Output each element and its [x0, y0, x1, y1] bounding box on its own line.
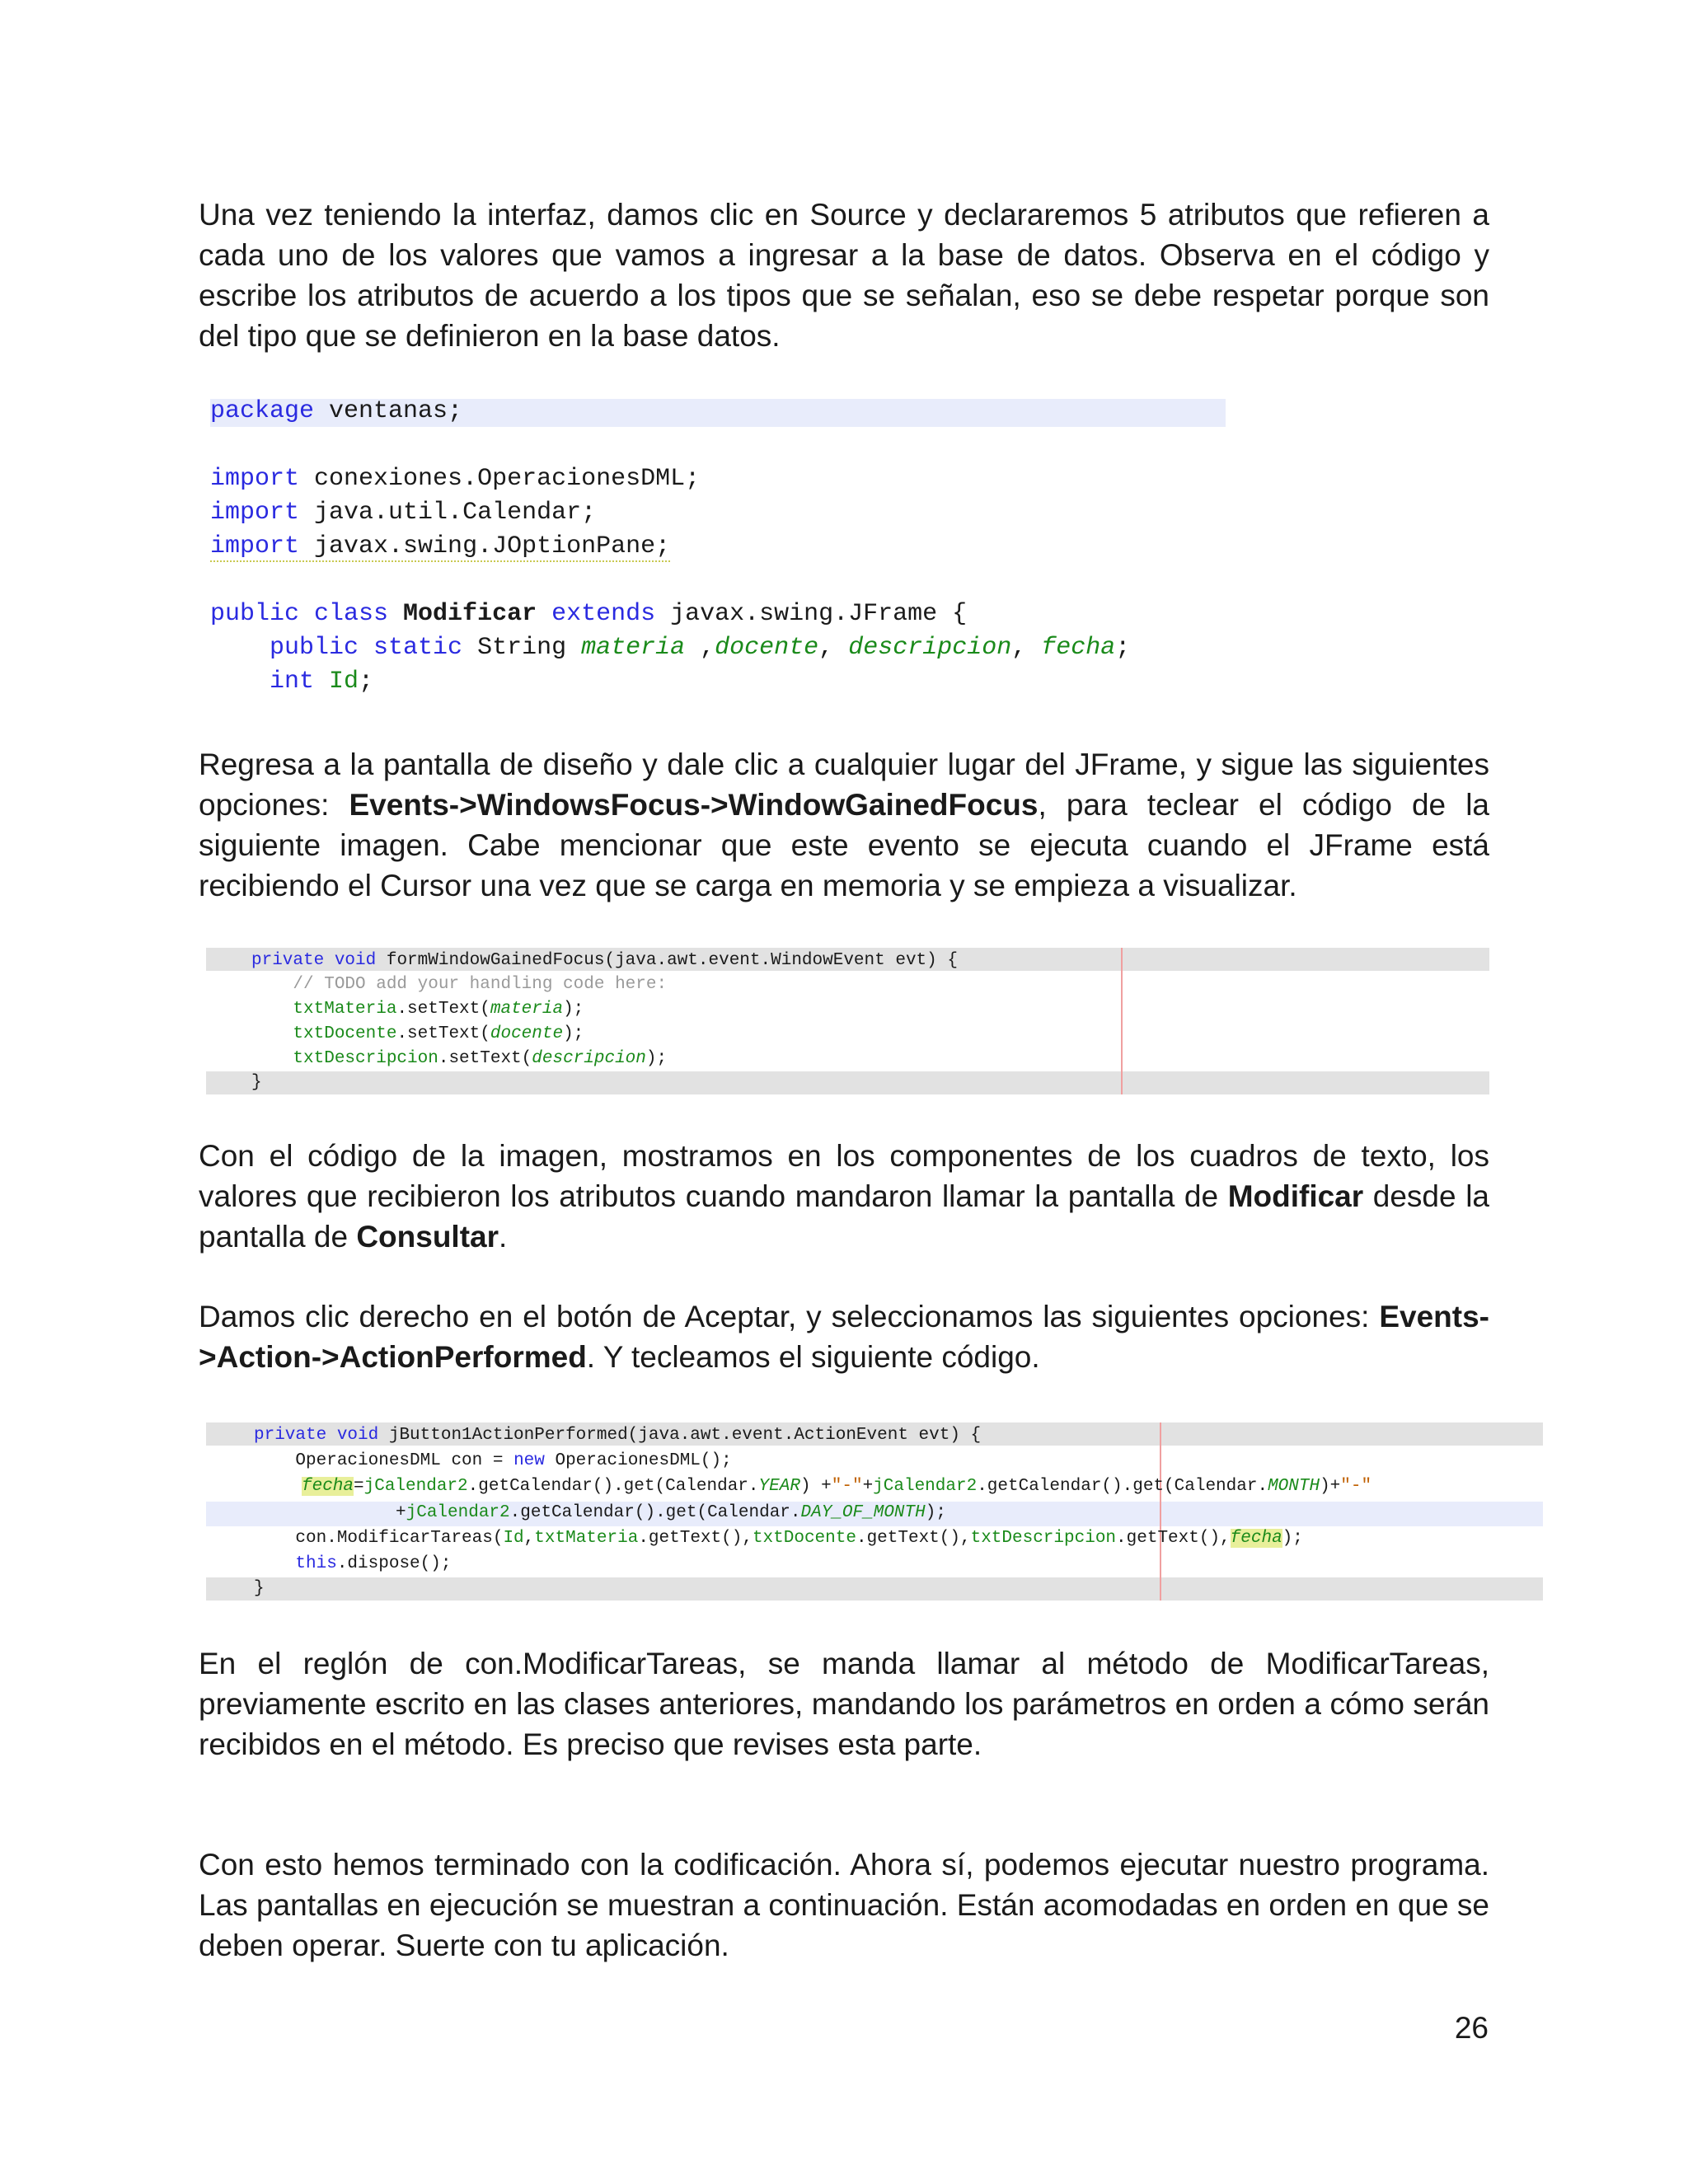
code-text: ; [359, 668, 374, 696]
code-keyword: import [210, 532, 300, 560]
code-keyword: public static [210, 634, 463, 662]
code-keyword: int [210, 668, 315, 696]
code-text: .dispose(); [336, 1554, 452, 1573]
code-type: String [462, 634, 582, 662]
code-text: .setText( [396, 1024, 490, 1043]
code-text: .getCalendar().get(Calendar. [467, 1477, 759, 1496]
code-field: docente [490, 1024, 564, 1043]
code-text: con.ModificarTareas( [254, 1529, 504, 1548]
intro-paragraph: Una vez teniendo la interfaz, damos clic en Source y declararemos 5 atributos que refieren a cada uno de los valores que vamos a ingresar a la base de datos. Observa en el código y escribe los atributos de acuerdo a los tipos que se señalan, eso se debe respetar porque son del tipo que se definieron en la base datos. [199, 198, 1489, 353]
code-text: , [1011, 634, 1042, 662]
code-text: ; [1115, 634, 1131, 662]
code-variable: txtDocente [752, 1529, 856, 1548]
code-variable: jCalendar2 [406, 1503, 510, 1522]
code-keyword: private void [251, 951, 377, 970]
code-field: fecha [1230, 1529, 1282, 1548]
code-text: = [354, 1477, 364, 1496]
code-field: fecha [1041, 634, 1116, 662]
code-constant: YEAR [758, 1477, 800, 1496]
code-variable: txtMateria [534, 1529, 639, 1548]
code-snippet-action-performed [206, 1422, 1545, 1601]
code-text: .setText( [396, 1000, 490, 1019]
code-field: materia [581, 634, 686, 662]
code-text: .getText(), [1116, 1529, 1231, 1548]
code-class-name: Modificar [388, 600, 552, 628]
code-text: + [862, 1477, 874, 1496]
method-call-paragraph: En el reglón de con.ModificarTareas, se manda llamar al método de ModificarTareas, previamente escrito en las clases anteriores, mandando los parámetros en orden a cómo serán recibidos en el método. Es preciso que revises esta parte. [199, 1647, 1489, 1761]
code-variable: jCalendar2 [873, 1477, 978, 1496]
closing-paragraph: Con esto hemos terminado con la codificación. Ahora sí, podemos ejecutar nuestro programa. Las pantallas en ejecución se muestran a continuación. Están acomodadas en orden en que se deben operar. Suerte con tu aplicación. [199, 1848, 1489, 1962]
code-field: Id [314, 668, 359, 696]
code-footer-bar [206, 1071, 1489, 1094]
code-field: materia [490, 1000, 564, 1019]
code-text: ); [1282, 1529, 1303, 1548]
code-keyword: import [210, 499, 300, 527]
code-keyword: new [513, 1451, 545, 1470]
code-variable: jCalendar2 [363, 1477, 468, 1496]
code-field: descripcion [848, 634, 1012, 662]
code-field: descripcion [532, 1049, 646, 1068]
code-field: Id [503, 1529, 524, 1548]
code-text: jButton1ActionPerformed(java.awt.event.ActionEvent evt) { [378, 1426, 982, 1445]
paragraph-text: desde la pantalla de [199, 1179, 1490, 1254]
code-variable: txtDescripcion [251, 1049, 438, 1068]
screen-name-consultar: Consultar [356, 1220, 499, 1254]
code-text: ); [645, 1049, 668, 1068]
code-text: ); [925, 1503, 946, 1522]
code-comment: // TODO add your handling code here: [251, 975, 668, 994]
code-text: + [396, 1503, 406, 1522]
code-text: .setText( [438, 1049, 532, 1068]
paragraph-text: Con el código de la imagen, mostramos en los componentes de los cuadros de texto, los valores que recibieron los atributos cuando mandaron llamar la pantalla de [199, 1139, 1489, 1213]
explanation-paragraph [199, 1136, 1489, 1257]
code-keyword: import [210, 465, 300, 493]
code-text: javax.swing.JOptionPane; [299, 532, 671, 560]
code-constant: DAY_OF_MONTH [800, 1503, 926, 1522]
code-keyword: private void [254, 1426, 379, 1445]
code-snippet-window-focus [206, 948, 1492, 1094]
code-text: formWindowGainedFocus(java.awt.event.WindowEvent evt) { [376, 951, 958, 970]
code-text: ); [563, 1024, 584, 1043]
code-text: ) + [799, 1477, 832, 1496]
code-text: .getCalendar().get(Calendar. [977, 1477, 1268, 1496]
code-text: ); [563, 1000, 584, 1019]
code-constant: MONTH [1268, 1477, 1320, 1496]
code-text: .getCalendar().get(Calendar. [509, 1503, 801, 1522]
paragraph-text: Regresa a la pantalla de diseño y dale clic a cualquier lugar del JFrame, y sigue las siguientes opciones: [199, 748, 1489, 822]
code-field: fecha [302, 1477, 354, 1496]
event-path: Events->WindowsFocus->WindowGainedFocus [349, 788, 1039, 822]
code-variable: txtDescripcion [970, 1529, 1117, 1548]
page-number: 26 [1454, 2011, 1489, 2045]
screen-name-modificar: Modificar [1227, 1179, 1364, 1213]
code-keyword: package [210, 397, 315, 425]
paragraph-text: . [499, 1220, 508, 1254]
code-keyword: this [254, 1554, 337, 1573]
code-text: } [251, 1073, 262, 1092]
code-text: java.util.Calendar; [299, 499, 597, 527]
focus-event-paragraph [199, 744, 1489, 906]
code-text: OperacionesDML(); [544, 1451, 732, 1470]
code-text: conexiones.OperacionesDML; [299, 465, 701, 493]
code-variable: txtDocente [251, 1024, 397, 1043]
code-field: docente [715, 634, 819, 662]
code-snippet-class-declaration [210, 387, 1228, 717]
margin-line [1121, 948, 1123, 1094]
code-string: "-" [1340, 1477, 1372, 1496]
event-path: Events->Action->ActionPerformed [199, 1300, 1489, 1374]
action-event-paragraph [199, 1296, 1489, 1377]
paragraph-text: Damos clic derecho en el botón de Aceptar, y seleccionamos las siguientes opciones: [199, 1300, 1380, 1333]
code-footer-bar [206, 1577, 1543, 1601]
code-text: OperacionesDML con = [254, 1451, 514, 1470]
code-text: } [254, 1579, 265, 1598]
code-text: , [523, 1529, 535, 1548]
paragraph-text: . Y tecleamos el siguiente código. [586, 1340, 1040, 1374]
code-text: ventanas; [314, 397, 463, 425]
code-text: javax.swing.JFrame { [655, 600, 968, 628]
margin-line [1160, 1422, 1161, 1601]
paragraph-text: , para teclear el código de la siguiente imagen. Cabe mencionar que este evento se ejecuta cuando el JFrame está recibiendo el Cursor una vez que se carga en memoria y se empieza a visualizar. [199, 788, 1489, 902]
code-text: , [685, 634, 715, 662]
code-string: "-" [831, 1477, 863, 1496]
code-text: .getText(), [856, 1529, 971, 1548]
code-keyword: extends [551, 600, 656, 628]
code-text: .getText(), [638, 1529, 753, 1548]
code-variable: txtMateria [251, 1000, 397, 1019]
code-text: )+ [1320, 1477, 1341, 1496]
code-keyword: public class [210, 600, 389, 628]
code-text: , [818, 634, 849, 662]
